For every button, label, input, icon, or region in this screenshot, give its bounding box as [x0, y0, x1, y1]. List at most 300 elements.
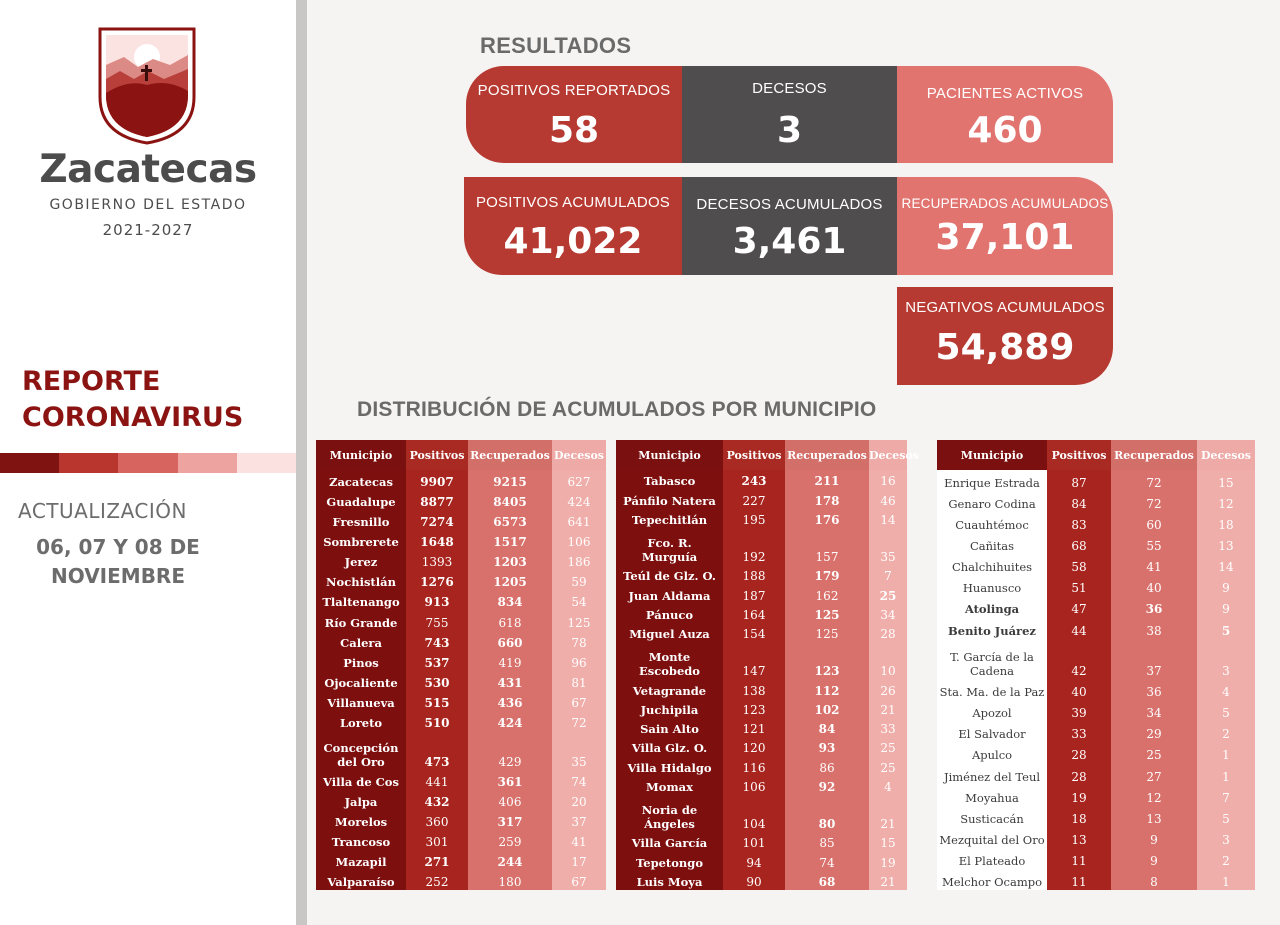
cell-decesos: 35 [869, 528, 907, 565]
cell-decesos: 15 [1197, 470, 1255, 491]
table-row [937, 763, 1255, 784]
table-row [616, 642, 907, 679]
cell-recuperados: 27 [1111, 763, 1197, 784]
cell-decesos: 15 [869, 832, 907, 851]
cell-decesos: 26 [869, 679, 907, 698]
cell-municipio: Genaro Codina [937, 491, 1047, 512]
table-row [937, 848, 1255, 869]
cell-recuperados: 74 [785, 851, 869, 870]
kpi-label: RECUPERADOS ACUMULADOS [901, 196, 1109, 211]
cell-positivos: 84 [1047, 491, 1111, 512]
table-row [316, 510, 606, 530]
cell-decesos: 2 [1197, 721, 1255, 742]
cell-positivos: 530 [406, 671, 468, 691]
col-header-municipio: Municipio [616, 440, 723, 470]
table-row [616, 795, 907, 832]
cell-decesos: 186 [552, 550, 606, 570]
cell-recuperados: 1517 [468, 530, 552, 550]
cell-municipio: Zacatecas [316, 470, 406, 490]
kpi-label: DECESOS ACUMULADOS [696, 196, 883, 213]
cell-positivos: 1276 [406, 570, 468, 590]
table-row [316, 631, 606, 651]
table-row [316, 570, 606, 590]
cell-decesos: 25 [869, 737, 907, 756]
cell-positivos: 138 [723, 679, 785, 698]
kpi-value: 3 [776, 110, 803, 151]
table-row [616, 871, 907, 890]
cell-recuperados: 429 [468, 731, 552, 770]
table-row [937, 596, 1255, 617]
cell-decesos: 20 [552, 790, 606, 810]
cell-municipio: Juan Aldama [616, 584, 723, 603]
cell-decesos: 125 [552, 610, 606, 630]
table-row [316, 490, 606, 510]
cell-recuperados: 9215 [468, 470, 552, 490]
cell-recuperados: 93 [785, 737, 869, 756]
cell-positivos: 1393 [406, 550, 468, 570]
cell-recuperados: 40 [1111, 575, 1197, 596]
cell-recuperados: 37 [1111, 639, 1197, 680]
table-row [937, 806, 1255, 827]
cell-recuperados: 8 [1111, 869, 1197, 890]
col-header-municipio: Municipio [316, 440, 406, 470]
cell-decesos: 5 [1197, 806, 1255, 827]
municipio-table-3 [937, 440, 1255, 890]
cell-positivos: 87 [1047, 470, 1111, 491]
cell-positivos: 301 [406, 830, 468, 850]
cell-positivos: 11 [1047, 869, 1111, 890]
cell-decesos: 3 [1197, 827, 1255, 848]
cell-decesos: 16 [869, 470, 907, 489]
cell-municipio: Juchipila [616, 699, 723, 718]
cell-municipio: Guadalupe [316, 490, 406, 510]
col-header-municipio: Municipio [937, 440, 1047, 470]
kpi-label: POSITIVOS ACUMULADOS [475, 194, 671, 211]
cell-decesos: 34 [869, 604, 907, 623]
cell-recuperados: 25 [1111, 742, 1197, 763]
cell-decesos: 13 [1197, 533, 1255, 554]
table-row [616, 584, 907, 603]
cell-recuperados: 125 [785, 604, 869, 623]
cell-decesos: 25 [869, 584, 907, 603]
cell-municipio: Apozol [937, 700, 1047, 721]
table-row [937, 700, 1255, 721]
cell-recuperados: 36 [1111, 596, 1197, 617]
cell-positivos: 510 [406, 711, 468, 731]
cell-positivos: 743 [406, 631, 468, 651]
cell-decesos: 37 [552, 810, 606, 830]
cell-decesos: 74 [552, 770, 606, 790]
cell-positivos: 755 [406, 610, 468, 630]
cell-recuperados: 361 [468, 770, 552, 790]
cell-recuperados: 1203 [468, 550, 552, 570]
table-row [616, 604, 907, 623]
col-header-recuperados: Recuperados [785, 440, 869, 470]
cell-positivos: 1648 [406, 530, 468, 550]
cell-decesos: 424 [552, 490, 606, 510]
cell-municipio: Noria de Ángeles [616, 795, 723, 832]
municipio-table-1 [316, 440, 606, 890]
table-row [316, 671, 606, 691]
kpi-label: NEGATIVOS ACUMULADOS [905, 299, 1105, 316]
table-header-row [937, 440, 1255, 470]
table-row [616, 832, 907, 851]
cell-municipio: Villa Hidalgo [616, 756, 723, 775]
logo-years: 2021-2027 [102, 221, 194, 239]
cell-municipio: Atolinga [937, 596, 1047, 617]
cell-positivos: 44 [1047, 617, 1111, 638]
table-row [316, 590, 606, 610]
cell-recuperados: 660 [468, 631, 552, 651]
col-header-recuperados: Recuperados [1111, 440, 1197, 470]
kpi-label: DECESOS [752, 80, 827, 97]
cell-municipio: Mazapil [316, 850, 406, 870]
cell-municipio: Tabasco [616, 470, 723, 489]
col-header-decesos: Decesos [552, 440, 606, 470]
cell-positivos: 58 [1047, 554, 1111, 575]
cell-decesos: 1 [1197, 763, 1255, 784]
table-row [316, 711, 606, 731]
kpi-pacientes-activos [897, 66, 1113, 163]
table-row [616, 489, 907, 508]
cell-municipio: Susticacán [937, 806, 1047, 827]
cell-municipio: Calera [316, 631, 406, 651]
cell-municipio: Río Grande [316, 610, 406, 630]
cell-decesos: 19 [869, 851, 907, 870]
cell-positivos: 913 [406, 590, 468, 610]
cell-decesos: 627 [552, 470, 606, 490]
cell-positivos: 51 [1047, 575, 1111, 596]
table-row [937, 512, 1255, 533]
table-row [616, 470, 907, 489]
cell-recuperados: 1205 [468, 570, 552, 590]
table-row [937, 679, 1255, 700]
cell-decesos: 21 [869, 699, 907, 718]
cell-positivos: 147 [723, 642, 785, 679]
cell-decesos: 10 [869, 642, 907, 679]
kpi-value: 37,101 [935, 217, 1075, 258]
cell-municipio: Trancoso [316, 830, 406, 850]
cell-decesos: 14 [1197, 554, 1255, 575]
cell-positivos: 28 [1047, 742, 1111, 763]
cell-positivos: 154 [723, 623, 785, 642]
municipio-table-2 [616, 440, 919, 890]
cell-municipio: Nochistlán [316, 570, 406, 590]
table-row [937, 575, 1255, 596]
table-row [937, 554, 1255, 575]
cell-municipio: Sombrerete [316, 530, 406, 550]
cell-recuperados: 123 [785, 642, 869, 679]
table-row [616, 565, 907, 584]
cell-decesos: 67 [552, 691, 606, 711]
cell-recuperados: 436 [468, 691, 552, 711]
table-row [616, 528, 907, 565]
cell-decesos: 7 [1197, 785, 1255, 806]
cell-positivos: 7274 [406, 510, 468, 530]
cell-positivos: 195 [723, 509, 785, 528]
cell-decesos: 641 [552, 510, 606, 530]
kpi-value: 58 [548, 110, 600, 151]
cell-decesos: 67 [552, 870, 606, 890]
update-dates-line2: NOVIEMBRE [51, 564, 185, 588]
table-row [616, 776, 907, 795]
cell-municipio: Cuauhtémoc [937, 512, 1047, 533]
kpi-value: 460 [967, 110, 1043, 151]
cell-municipio: Villa de Cos [316, 770, 406, 790]
table-row [616, 851, 907, 870]
cell-recuperados: 86 [785, 756, 869, 775]
table-row [316, 830, 606, 850]
cell-municipio: Tepetongo [616, 851, 723, 870]
cell-positivos: 192 [723, 528, 785, 565]
cell-positivos: 123 [723, 699, 785, 718]
sidebar [0, 0, 296, 925]
kpi-recuperados-acumulados [897, 177, 1113, 275]
cell-recuperados: 84 [785, 718, 869, 737]
cell-positivos: 104 [723, 795, 785, 832]
cell-recuperados: 125 [785, 623, 869, 642]
table-header-row [616, 440, 907, 470]
cell-decesos: 18 [1197, 512, 1255, 533]
cell-positivos: 360 [406, 810, 468, 830]
cell-positivos: 227 [723, 489, 785, 508]
cell-municipio: Sta. Ma. de la Paz [937, 679, 1047, 700]
table-row [316, 470, 606, 490]
cell-recuperados: 72 [1111, 491, 1197, 512]
col-header-recuperados: Recuperados [468, 440, 552, 470]
cell-municipio: Moyahua [937, 785, 1047, 806]
report-title-line1: REPORTE [22, 366, 161, 397]
cell-municipio: Melchor Ocampo [937, 869, 1047, 890]
cell-recuperados: 157 [785, 528, 869, 565]
cell-municipio: Tepechitlán [616, 509, 723, 528]
cell-positivos: 90 [723, 871, 785, 890]
cell-recuperados: 60 [1111, 512, 1197, 533]
cell-positivos: 116 [723, 756, 785, 775]
cell-positivos: 120 [723, 737, 785, 756]
cell-municipio: Miguel Auza [616, 623, 723, 642]
cell-municipio: Loreto [316, 711, 406, 731]
table-row [937, 617, 1255, 638]
col-header-decesos: Decesos [869, 440, 907, 470]
cell-recuperados: 85 [785, 832, 869, 851]
cell-positivos: 13 [1047, 827, 1111, 848]
cell-recuperados: 180 [468, 870, 552, 890]
table-row [937, 742, 1255, 763]
cell-recuperados: 162 [785, 584, 869, 603]
kpi-value: 3,461 [732, 221, 847, 262]
cell-municipio: Concepción del Oro [316, 731, 406, 770]
report-title-line2: CORONAVIRUS [22, 402, 244, 433]
cell-positivos: 94 [723, 851, 785, 870]
cell-positivos: 28 [1047, 763, 1111, 784]
cell-municipio: Jalpa [316, 790, 406, 810]
cell-decesos: 1 [1197, 869, 1255, 890]
cell-municipio: Tlaltenango [316, 590, 406, 610]
cell-recuperados: 92 [785, 776, 869, 795]
cell-positivos: 101 [723, 832, 785, 851]
cell-positivos: 18 [1047, 806, 1111, 827]
table-row [616, 509, 907, 528]
cell-positivos: 252 [406, 870, 468, 890]
cell-municipio: T. García de la Cadena [937, 639, 1047, 680]
cell-municipio: Ojocaliente [316, 671, 406, 691]
cell-recuperados: 9 [1111, 848, 1197, 869]
report-title [22, 364, 292, 436]
table-row [316, 850, 606, 870]
cell-recuperados: 431 [468, 671, 552, 691]
cell-recuperados: 112 [785, 679, 869, 698]
cell-recuperados: 29 [1111, 721, 1197, 742]
color-strip [0, 453, 296, 473]
cell-decesos: 25 [869, 756, 907, 775]
table-row [937, 639, 1255, 680]
cell-decesos: 4 [869, 776, 907, 795]
table-row [616, 623, 907, 642]
cell-positivos: 39 [1047, 700, 1111, 721]
col-header-positivos: Positivos [406, 440, 468, 470]
table-row [616, 679, 907, 698]
col-header-decesos: Decesos [1197, 440, 1255, 470]
cell-positivos: 19 [1047, 785, 1111, 806]
cell-positivos: 68 [1047, 533, 1111, 554]
cell-positivos: 432 [406, 790, 468, 810]
cell-recuperados: 80 [785, 795, 869, 832]
cell-recuperados: 6573 [468, 510, 552, 530]
cell-positivos: 121 [723, 718, 785, 737]
kpi-positivos-acumulados [464, 177, 682, 275]
cell-decesos: 54 [552, 590, 606, 610]
cell-recuperados: 68 [785, 871, 869, 890]
cell-decesos: 12 [1197, 491, 1255, 512]
cell-municipio: Pánuco [616, 604, 723, 623]
cell-recuperados: 419 [468, 651, 552, 671]
cell-municipio: El Salvador [937, 721, 1047, 742]
cell-decesos: 72 [552, 711, 606, 731]
table-row [316, 870, 606, 890]
cell-decesos: 59 [552, 570, 606, 590]
cell-positivos: 8877 [406, 490, 468, 510]
cell-recuperados: 13 [1111, 806, 1197, 827]
cell-recuperados: 179 [785, 565, 869, 584]
kpi-label: POSITIVOS REPORTADOS [477, 82, 671, 99]
strip-segment-2 [59, 453, 118, 473]
cell-recuperados: 34 [1111, 700, 1197, 721]
update-label: ACTUALIZACIÓN [18, 499, 187, 523]
cell-municipio: Villa Glz. O. [616, 737, 723, 756]
cell-municipio: Monte Escobedo [616, 642, 723, 679]
table-row [616, 756, 907, 775]
table-row [316, 790, 606, 810]
table-row [316, 610, 606, 630]
kpi-value: 54,889 [935, 327, 1075, 368]
cell-municipio: Villanueva [316, 691, 406, 711]
cell-decesos: 33 [869, 718, 907, 737]
cell-municipio: El Plateado [937, 848, 1047, 869]
cell-recuperados: 9 [1111, 827, 1197, 848]
table-header-row [316, 440, 606, 470]
table-row [937, 827, 1255, 848]
cell-decesos: 106 [552, 530, 606, 550]
cell-municipio: Benito Juárez [937, 617, 1047, 638]
cell-decesos: 21 [869, 795, 907, 832]
cell-municipio: Pánfilo Natera [616, 489, 723, 508]
cell-positivos: 9907 [406, 470, 468, 490]
cell-recuperados: 834 [468, 590, 552, 610]
cell-positivos: 40 [1047, 679, 1111, 700]
cell-municipio: Momax [616, 776, 723, 795]
logo-name: Zacatecas [39, 147, 257, 192]
cell-municipio: Fresnillo [316, 510, 406, 530]
results-title: RESULTADOS [480, 33, 632, 58]
strip-segment-1 [0, 453, 59, 473]
cell-municipio: Vetagrande [616, 679, 723, 698]
cell-decesos: 41 [552, 830, 606, 850]
col-header-positivos: Positivos [1047, 440, 1111, 470]
cell-positivos: 83 [1047, 512, 1111, 533]
cell-decesos: 3 [1197, 639, 1255, 680]
cell-municipio: Luis Moya [616, 871, 723, 890]
table-row [316, 770, 606, 790]
cell-positivos: 188 [723, 565, 785, 584]
cell-recuperados: 72 [1111, 470, 1197, 491]
cell-positivos: 271 [406, 850, 468, 870]
cell-municipio: Pinos [316, 651, 406, 671]
cell-recuperados: 244 [468, 850, 552, 870]
cell-municipio: Morelos [316, 810, 406, 830]
table-row [616, 699, 907, 718]
cell-municipio: Villa García [616, 832, 723, 851]
cell-municipio: Jiménez del Teul [937, 763, 1047, 784]
table-row [316, 550, 606, 570]
cell-decesos: 2 [1197, 848, 1255, 869]
cell-municipio: Fco. R. Murguía [616, 528, 723, 565]
kpi-positivos-reportados [466, 66, 682, 163]
cell-positivos: 47 [1047, 596, 1111, 617]
cell-recuperados: 41 [1111, 554, 1197, 575]
cell-positivos: 11 [1047, 848, 1111, 869]
cell-municipio: Teúl de Glz. O. [616, 565, 723, 584]
cell-municipio: Jerez [316, 550, 406, 570]
cell-recuperados: 12 [1111, 785, 1197, 806]
cell-recuperados: 424 [468, 711, 552, 731]
cell-municipio: Apulco [937, 742, 1047, 763]
table-row [316, 691, 606, 711]
table-row [937, 491, 1255, 512]
cell-decesos: 46 [869, 489, 907, 508]
kpi-value: 41,022 [503, 221, 643, 262]
kpi-label: PACIENTES ACTIVOS [926, 85, 1084, 102]
strip-segment-4 [178, 453, 237, 473]
kpi-decesos-acumulados [682, 177, 897, 275]
cell-decesos: 78 [552, 631, 606, 651]
cell-recuperados: 176 [785, 509, 869, 528]
cell-municipio: Enrique Estrada [937, 470, 1047, 491]
cell-positivos: 537 [406, 651, 468, 671]
table-row [316, 810, 606, 830]
cell-recuperados: 211 [785, 470, 869, 489]
cell-decesos: 96 [552, 651, 606, 671]
cell-recuperados: 178 [785, 489, 869, 508]
cell-decesos: 5 [1197, 700, 1255, 721]
table-row [616, 737, 907, 756]
kpi-decesos [682, 66, 897, 163]
cell-decesos: 35 [552, 731, 606, 770]
cell-municipio: Valparaíso [316, 870, 406, 890]
cell-decesos: 14 [869, 509, 907, 528]
cell-positivos: 106 [723, 776, 785, 795]
cell-positivos: 515 [406, 691, 468, 711]
